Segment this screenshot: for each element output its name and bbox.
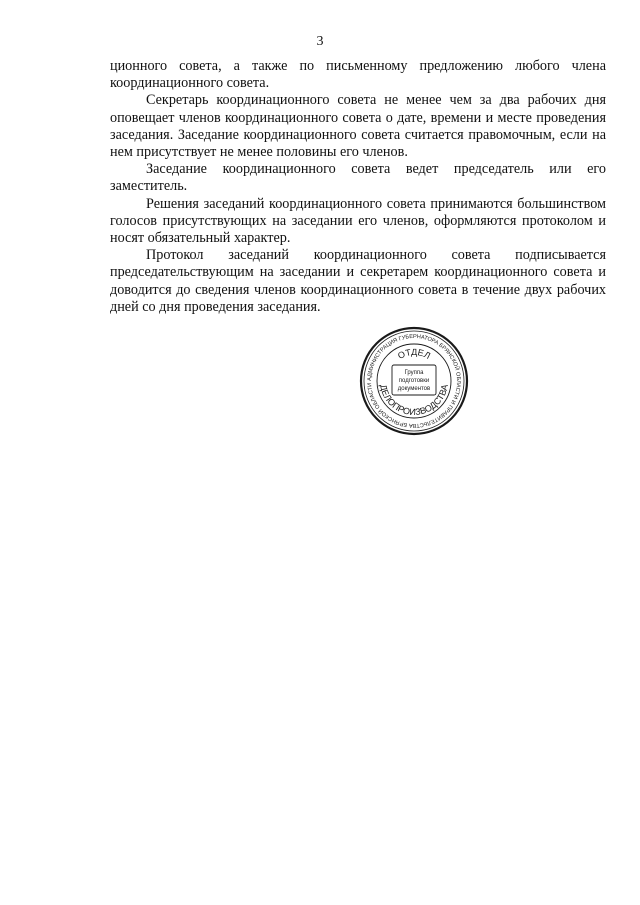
page-number: 3 — [316, 34, 324, 49]
paragraph: Секретарь координационного совета не менее чем за два рабочих дня оповещает членов координационного совета о дате, времени и месте проведения заседания. Заседание координационного совета считается правомочным, если на нем присутствует не менее половины его членов. — [110, 92, 606, 161]
stamp-top-word: ОТДЕЛ — [396, 346, 433, 361]
stamp-center-line: подготовки — [398, 378, 430, 384]
stamp-center-line: документов — [397, 386, 431, 392]
paragraph: Заседание координационного совета ведет председатель или его заместитель. — [110, 161, 606, 195]
document-body — [110, 58, 606, 316]
stamp-outer-text: АДМИНИСТРАЦИЯ ГУБЕРНАТОРА БРЯНСКОЙ ОБЛАСТИ И ПРАВИТЕЛЬСТВА БРЯНСКОЙ ОБЛАСТИ — [366, 333, 462, 429]
stamp-center-line: Группа — [404, 370, 424, 376]
paragraph: Решения заседаний координационного совета принимаются большинством голосов присутствующих на заседании его членов, оформляются протоколом и носят обязательный характер. — [110, 195, 606, 247]
official-stamp — [358, 325, 470, 437]
stamp-bottom-word: ДЕЛОПРОИЗВОДСТВА — [378, 383, 450, 418]
paragraph: ционного совета, а также по письменному предложению любого члена координационного совета. — [110, 58, 606, 92]
paragraph: Протокол заседаний координационного совета подписывается председательствующим на заседании и секретарем координационного совета и доводится до сведения членов координационного совета в течение двух рабочих дней со дня проведения заседания. — [110, 247, 606, 315]
